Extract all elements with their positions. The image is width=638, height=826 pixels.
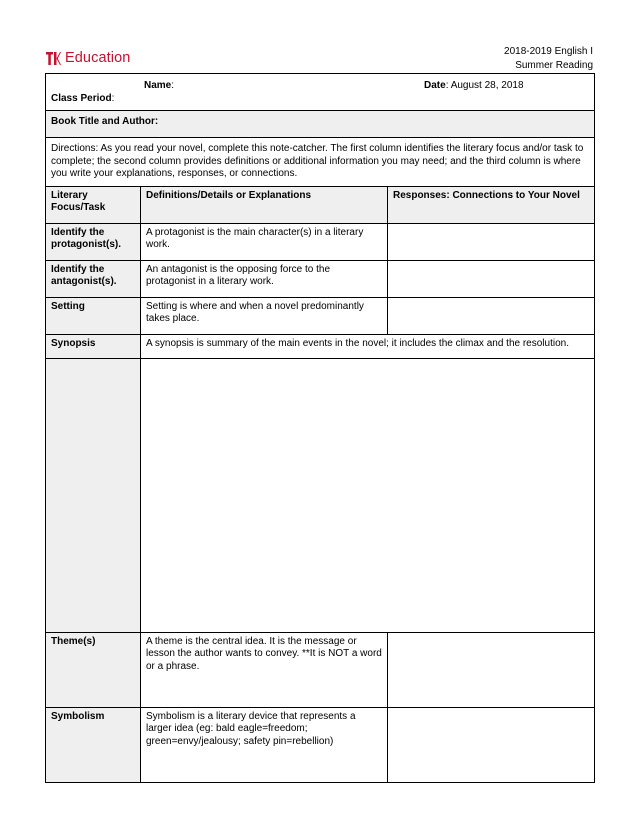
definition-cell: Symbolism is a literary device that represents a larger idea (eg: bald eagle=freedom; green=envy/jealousy; safety pin=rebellion) [141, 707, 388, 782]
book-title-author-field[interactable]: Book Title and Author: [46, 111, 595, 138]
response-cell[interactable] [388, 297, 595, 334]
table-row-antagonist [46, 260, 595, 297]
col-header-definitions: Definitions/Details or Explanations [141, 186, 388, 223]
response-cell[interactable] [388, 632, 595, 707]
column-header-row [46, 186, 595, 223]
focus-cell: Setting [46, 297, 141, 334]
program-name: Summer Reading [515, 60, 593, 71]
focus-cell: Identify the protagonist(s). [46, 223, 141, 260]
date-field [424, 80, 524, 93]
class-period-field[interactable] [51, 93, 114, 106]
directions-row [46, 138, 595, 187]
class-period-label: Class Period [51, 93, 112, 104]
table-row-theme [46, 632, 595, 707]
focus-cell: Theme(s) [46, 632, 141, 707]
logo-mark-icon [46, 51, 61, 66]
table-row-symbolism [46, 707, 595, 782]
definition-cell: Setting is where and when a novel predominantly takes place. [141, 297, 388, 334]
directions-text: Directions: As you read your novel, complete this note-catcher. The first column identifies the literary focus and/or task to complete; the second column provides definitions or additional information you may need; and the third column is where you write your explanations, responses, or connections. [46, 138, 595, 187]
synopsis-response-cell[interactable] [141, 358, 595, 632]
response-cell[interactable] [388, 707, 595, 782]
course-header [504, 45, 593, 73]
definition-cell: An antagonist is the opposing force to the protagonist in a literary work. [141, 260, 388, 297]
focus-cell-blank [46, 358, 141, 632]
brand-name: Education [65, 50, 131, 66]
col-header-responses: Responses: Connections to Your Novel [388, 186, 595, 223]
response-cell[interactable] [388, 223, 595, 260]
definition-cell: A synopsis is summary of the main events in the novel; it includes the climax and the resolution. [141, 334, 595, 358]
student-info-row [46, 74, 595, 111]
course-name: 2018-2019 English I [504, 46, 593, 57]
focus-cell: Synopsis [46, 334, 141, 358]
focus-cell: Symbolism [46, 707, 141, 782]
name-field[interactable] [144, 80, 174, 93]
name-label: Name [144, 80, 172, 91]
synopsis-response-row [46, 358, 595, 632]
period-colon: : [111, 93, 115, 104]
focus-cell: Identify the antagonist(s). [46, 260, 141, 297]
table-row-setting [46, 297, 595, 334]
name-colon: : [171, 80, 175, 91]
definition-cell: A protagonist is the main character(s) in a literary work. [141, 223, 388, 260]
response-cell[interactable] [388, 260, 595, 297]
student-info-cell [46, 74, 595, 111]
date-label: Date [424, 80, 446, 91]
date-value: : August 28, 2018 [445, 80, 524, 91]
note-catcher-table [45, 73, 595, 783]
brand-logo [46, 51, 130, 66]
table-row-synopsis [46, 334, 595, 358]
book-row [46, 111, 595, 138]
col-header-focus: Literary Focus/Task [46, 186, 141, 223]
definition-cell: A theme is the central idea. It is the message or lesson the author wants to convey. **It is NOT a word or a phrase. [141, 632, 388, 707]
table-row-protagonist [46, 223, 595, 260]
